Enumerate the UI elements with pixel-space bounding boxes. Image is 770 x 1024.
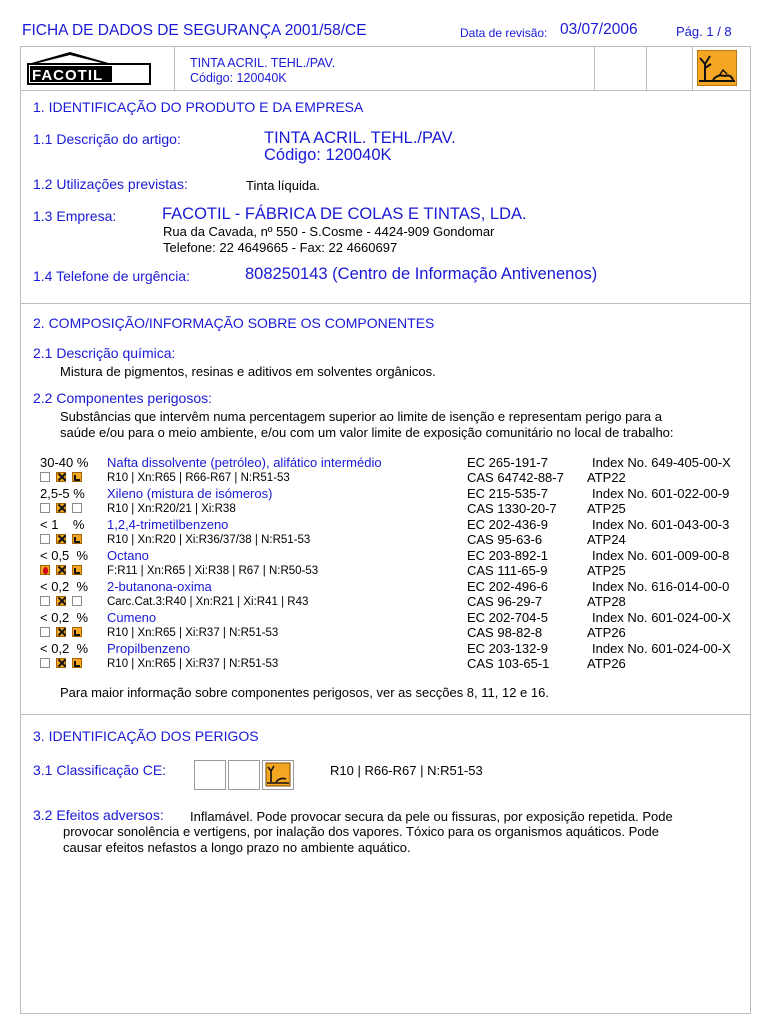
- component-cas-number: CAS 1330-20-7: [467, 501, 557, 516]
- component-risk-phrases: R10 | Xn:R65 | R66-R67 | N:R51-53: [107, 472, 290, 484]
- harmful-hazard-icon: [56, 503, 66, 513]
- item-description-name: TINTA ACRIL. TEHL./PAV.: [264, 129, 456, 147]
- component-atp: ATP25: [587, 501, 626, 516]
- environment-hazard-icon: [72, 627, 82, 637]
- empty-symbol-slot: [40, 472, 50, 482]
- component-atp: ATP26: [587, 656, 626, 671]
- hazardous-components-intro-line2: saúde e/ou para o meio ambiente, e/ou com um valor limite de exposição comunitário no local de trabalho:: [60, 425, 674, 440]
- environment-hazard-icon: [72, 565, 82, 575]
- ec-classification-value: R10 | R66-R67 | N:R51-53: [330, 763, 483, 778]
- adverse-effects-line2: provocar sonolência e vertigens, por inalação dos vapores. Tóxico para os organismos aquáticos. Pode: [63, 824, 659, 839]
- harmful-hazard-icon: [56, 596, 66, 606]
- component-risk-phrases: Carc.Cat.3:R40 | Xn:R21 | Xi:R41 | R43: [107, 596, 309, 608]
- component-name: 1,2,4-trimetilbenzeno: [107, 517, 229, 532]
- environment-hazard-icon: [72, 534, 82, 544]
- component-concentration: < 0,2 %: [40, 641, 89, 656]
- chemical-description-value: Mistura de pigmentos, resinas e aditivos em solventes orgânicos.: [60, 364, 436, 379]
- header-product-code: Código: 120040K: [190, 71, 287, 85]
- empty-symbol-slot: [72, 503, 82, 513]
- header-product-name: TINTA ACRIL. TEHL./PAV.: [190, 56, 336, 70]
- harmful-hazard-icon: [56, 658, 66, 668]
- component-index-number: Index No. 601-022-00-9: [592, 486, 730, 501]
- divider: [20, 303, 751, 304]
- component-index-number: Index No. 601-024-00-X: [592, 641, 731, 656]
- intended-uses-value: Tinta líquida.: [246, 178, 320, 193]
- company-name: FACOTIL - FÁBRICA DE COLAS E TINTAS, LDA.: [162, 205, 527, 223]
- document-title: FICHA DE DADOS DE SEGURANÇA 2001/58/CE: [22, 22, 367, 39]
- facotil-logo: [26, 50, 152, 86]
- section-3-title: 3. IDENTIFICAÇÃO DOS PERIGOS: [33, 728, 259, 744]
- empty-symbol-slot: [72, 596, 82, 606]
- component-index-number: Index No. 601-024-00-X: [592, 610, 731, 625]
- empty-symbol-slot: [40, 503, 50, 513]
- component-ec-number: EC 202-704-5: [467, 610, 548, 625]
- component-ec-number: EC 215-535-7: [467, 486, 548, 501]
- component-cas-number: CAS 95-63-6: [467, 532, 543, 547]
- environment-hazard-icon: [72, 472, 82, 482]
- component-ec-number: EC 202-496-6: [467, 579, 548, 594]
- component-concentration: < 0,5 %: [40, 548, 89, 563]
- component-risk-phrases: R10 | Xn:R20 | Xi:R36/37/38 | N:R51-53: [107, 534, 311, 546]
- component-name: Propilbenzeno: [107, 641, 191, 656]
- empty-symbol-slot: [40, 596, 50, 606]
- divider: [20, 714, 751, 715]
- component-ec-number: EC 203-892-1: [467, 548, 548, 563]
- flammable-hazard-icon: [40, 565, 50, 575]
- page-number: Pág. 1 / 8: [676, 24, 732, 39]
- more-info-note: Para maior informação sobre componentes perigosos, ver as secções 8, 11, 12 e 16.: [60, 685, 549, 700]
- component-concentration: 30-40 %: [40, 455, 89, 470]
- component-cas-number: CAS 98-82-8: [467, 625, 543, 640]
- component-index-number: Index No. 649-405-00-X: [592, 455, 731, 470]
- component-name: Cumeno: [107, 610, 157, 625]
- component-risk-phrases: R10 | Xn:R20/21 | Xi:R38: [107, 503, 236, 515]
- empty-symbol-slot: [40, 658, 50, 668]
- logo-text: FACOTIL: [32, 67, 104, 84]
- section-1-title: 1. IDENTIFICAÇÃO DO PRODUTO E DA EMPRESA: [33, 99, 364, 115]
- ec-classification-label: 3.1 Classificação CE:: [33, 762, 167, 778]
- component-name: Xileno (mistura de isómeros): [107, 486, 273, 501]
- component-name: 2-butanona-oxima: [107, 579, 212, 594]
- environment-hazard-icon: [697, 50, 737, 86]
- component-atp: ATP25: [587, 563, 626, 578]
- component-index-number: Index No. 601-043-00-3: [592, 517, 730, 532]
- component-concentration: < 1 %: [40, 517, 85, 532]
- hazard-symbol-divider: [692, 46, 693, 90]
- component-name: Octano: [107, 548, 149, 563]
- component-concentration: < 0,2 %: [40, 610, 89, 625]
- hazard-symbol-slot-empty: [646, 46, 692, 90]
- hazard-symbol-slot-empty: [594, 46, 646, 90]
- component-name: Nafta dissolvente (petróleo), alifático intermédio: [107, 455, 382, 470]
- component-ec-number: EC 203-132-9: [467, 641, 548, 656]
- component-index-number: Index No. 601-009-00-8: [592, 548, 730, 563]
- component-cas-number: CAS 103-65-1: [467, 656, 550, 671]
- environment-hazard-icon: [262, 760, 294, 790]
- component-atp: ATP22: [587, 470, 626, 485]
- revision-date: 03/07/2006: [560, 21, 638, 38]
- chemical-description-label: 2.1 Descrição química:: [33, 345, 176, 361]
- harmful-hazard-icon: [56, 534, 66, 544]
- adverse-effects-line1: Inflamável. Pode provocar secura da pele ou fissuras, por exposição repetida. Pode: [190, 809, 673, 824]
- item-description-label: 1.1 Descrição do artigo:: [33, 131, 181, 147]
- emergency-phone-label: 1.4 Telefone de urgência:: [33, 268, 190, 284]
- company-phone: Telefone: 22 4649665 - Fax: 22 4660697: [163, 240, 398, 255]
- component-cas-number: CAS 64742-88-7: [467, 470, 564, 485]
- component-ec-number: EC 265-191-7: [467, 455, 548, 470]
- component-cas-number: CAS 111-65-9: [467, 563, 548, 578]
- harmful-hazard-icon: [56, 472, 66, 482]
- company-address: Rua da Cavada, nº 550 - S.Cosme - 4424-909 Gondomar: [163, 224, 495, 239]
- harmful-hazard-icon: [56, 627, 66, 637]
- component-concentration: 2,5-5 %: [40, 486, 85, 501]
- divider: [20, 90, 751, 91]
- component-cas-number: CAS 96-29-7: [467, 594, 543, 609]
- component-risk-phrases: F:R11 | Xn:R65 | Xi:R38 | R67 | N:R50-53: [107, 565, 319, 577]
- classification-symbol-slot-empty: [228, 760, 260, 790]
- adverse-effects-label: 3.2 Efeitos adversos:: [33, 807, 164, 823]
- component-index-number: Index No. 616-014-00-0: [592, 579, 730, 594]
- hazardous-components-intro-line1: Substâncias que intervêm numa percentagem superior ao limite de isenção e representam perigo para a: [60, 409, 662, 424]
- adverse-effects-line3: causar efeitos nefastos a longo prazo no ambiente aquático.: [63, 840, 411, 855]
- emergency-phone-value: 808250143 (Centro de Informação Antivenenos): [245, 265, 598, 283]
- component-concentration: < 0,2 %: [40, 579, 89, 594]
- empty-symbol-slot: [40, 627, 50, 637]
- classification-symbol-slot-empty: [194, 760, 226, 790]
- item-description-code: Código: 120040K: [264, 146, 392, 164]
- harmful-hazard-icon: [56, 565, 66, 575]
- component-ec-number: EC 202-436-9: [467, 517, 548, 532]
- revision-date-label: Data de revisão:: [460, 26, 548, 40]
- section-2-title: 2. COMPOSIÇÃO/INFORMAÇÃO SOBRE OS COMPONENTES: [33, 315, 435, 331]
- component-risk-phrases: R10 | Xn:R65 | Xi:R37 | N:R51-53: [107, 627, 279, 639]
- empty-symbol-slot: [40, 534, 50, 544]
- company-label: 1.3 Empresa:: [33, 208, 117, 224]
- intended-uses-label: 1.2 Utilizações previstas:: [33, 176, 188, 192]
- component-atp: ATP24: [587, 532, 626, 547]
- component-atp: ATP26: [587, 625, 626, 640]
- component-atp: ATP28: [587, 594, 626, 609]
- component-risk-phrases: R10 | Xn:R65 | Xi:R37 | N:R51-53: [107, 658, 279, 670]
- environment-hazard-icon: [72, 658, 82, 668]
- hazardous-components-label: 2.2 Componentes perigosos:: [33, 390, 212, 406]
